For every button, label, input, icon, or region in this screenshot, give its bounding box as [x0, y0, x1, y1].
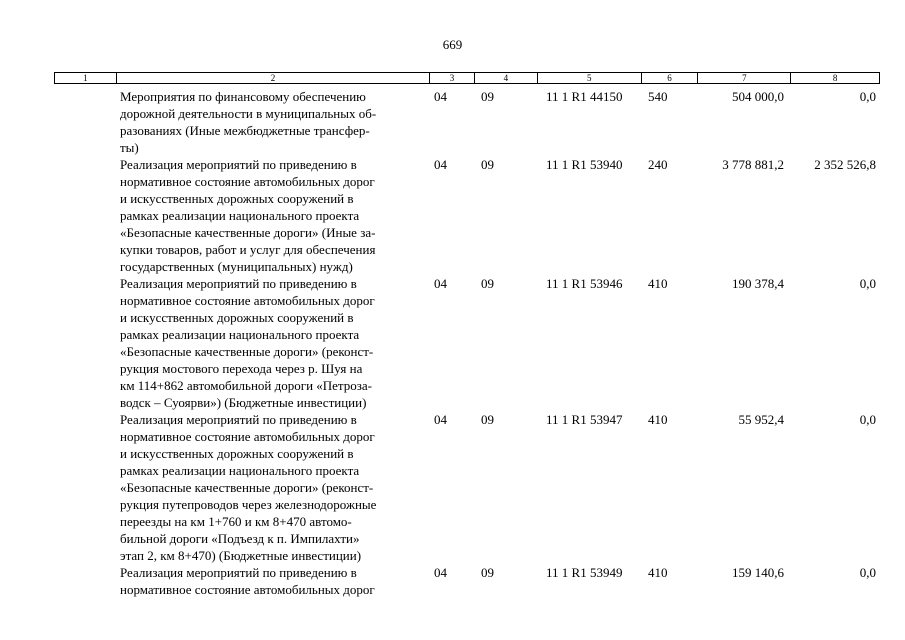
target-article-code: 11 1 R1 44150: [546, 89, 623, 104]
table-row: [54, 156, 880, 275]
subsection-code: 09: [481, 412, 494, 427]
amount-col-7: 190 378,4: [732, 276, 784, 291]
description-line: нормативное состояние автомобильных дорог: [120, 293, 375, 308]
header-col-6: 6: [642, 73, 699, 83]
target-article-code: 11 1 R1 53949: [546, 565, 623, 580]
description-line: Реализация мероприятий по приведению в: [120, 412, 357, 427]
description-line: разованиях (Иные межбюджетные трансфер-: [120, 123, 370, 138]
expense-type-code: 540: [648, 89, 668, 104]
description-line: водск – Суоярви») (Бюджетные инвестиции): [120, 395, 367, 410]
amount-col-8: 2 352 526,8: [814, 157, 876, 172]
description-line: нормативное состояние автомобильных дорог: [120, 582, 375, 597]
subsection-code: 09: [481, 157, 494, 172]
header-col-1: 1: [55, 73, 117, 83]
description-line: рамках реализации национального проекта: [120, 208, 360, 223]
description-line: рукция мостового перехода через р. Шуя на: [120, 361, 363, 376]
section-code: 04: [434, 157, 447, 172]
table-row: [54, 411, 880, 564]
table-row: [54, 88, 880, 156]
expense-type-code: 410: [648, 412, 668, 427]
subsection-code: 09: [481, 89, 494, 104]
table-header: [54, 72, 880, 84]
amount-col-8: 0,0: [859, 89, 876, 104]
description-line: рамках реализации национального проекта: [120, 463, 360, 478]
description-line: Реализация мероприятий по приведению в: [120, 565, 357, 580]
header-col-8: 8: [832, 73, 838, 83]
subsection-code: 09: [481, 276, 494, 291]
description-line: дорожной деятельности в муниципальных об-: [120, 106, 377, 121]
table-row: [54, 564, 880, 598]
header-col-2: 2: [117, 73, 430, 83]
description-line: и искусственных дорожных сооружений в: [120, 310, 354, 325]
amount-col-7: 55 952,4: [738, 412, 784, 427]
row-description: [120, 411, 420, 564]
description-line: км 114+862 автомобильной дороги «Петроза-: [120, 378, 373, 393]
header-col-4: 4: [475, 73, 538, 83]
description-line: «Безопасные качественные дороги» (реконст-: [120, 344, 374, 359]
row-description: [120, 156, 420, 275]
description-line: нормативное состояние автомобильных дорог: [120, 174, 375, 189]
page-number: 669: [442, 37, 463, 52]
description-line: бильной дороги «Подъезд к п. Импилахти»: [120, 531, 360, 546]
description-line: Реализация мероприятий по приведению в: [120, 157, 357, 172]
subsection-code: 09: [481, 565, 494, 580]
target-article-code: 11 1 R1 53946: [546, 276, 623, 291]
amount-col-7: 159 140,6: [732, 565, 784, 580]
amount-col-8: 0,0: [859, 412, 876, 427]
description-line: Мероприятия по финансовому обеспечению: [120, 89, 366, 104]
description-line: переезды на км 1+760 и км 8+470 автомо-: [120, 514, 352, 529]
header-col-5: 5: [538, 73, 642, 83]
header-col-3: 3: [430, 73, 475, 83]
amount-col-8: 0,0: [859, 565, 876, 580]
header-col-7: 7: [698, 73, 791, 83]
description-line: рукция путепроводов через железнодорожные: [120, 497, 377, 512]
expense-type-code: 410: [648, 276, 668, 291]
table-row: [54, 275, 880, 411]
description-line: Реализация мероприятий по приведению в: [120, 276, 357, 291]
description-line: рамках реализации национального проекта: [120, 327, 360, 342]
row-description: [120, 275, 420, 411]
description-line: нормативное состояние автомобильных дорог: [120, 429, 375, 444]
amount-col-7: 3 778 881,2: [722, 157, 784, 172]
target-article-code: 11 1 R1 53947: [546, 412, 623, 427]
description-line: купки товаров, работ и услуг для обеспечения: [120, 242, 376, 257]
target-article-code: 11 1 R1 53940: [546, 157, 623, 172]
description-line: государственных (муниципальных) нужд): [120, 259, 353, 274]
section-code: 04: [434, 565, 447, 580]
description-line: и искусственных дорожных сооружений в: [120, 446, 354, 461]
row-description: [120, 88, 420, 156]
description-line: и искусственных дорожных сооружений в: [120, 191, 354, 206]
amount-col-7: 504 000,0: [732, 89, 784, 104]
description-line: этап 2, км 8+470) (Бюджетные инвестиции): [120, 548, 362, 563]
section-code: 04: [434, 412, 447, 427]
table-body: [54, 88, 880, 598]
section-code: 04: [434, 89, 447, 104]
description-line: «Безопасные качественные дороги» (реконст-: [120, 480, 374, 495]
amount-col-8: 0,0: [859, 276, 876, 291]
section-code: 04: [434, 276, 447, 291]
description-line: «Безопасные качественные дороги» (Иные за-: [120, 225, 376, 240]
description-line: ты): [120, 140, 139, 155]
expense-type-code: 240: [648, 157, 668, 172]
expense-type-code: 410: [648, 565, 668, 580]
row-description: [120, 564, 420, 598]
